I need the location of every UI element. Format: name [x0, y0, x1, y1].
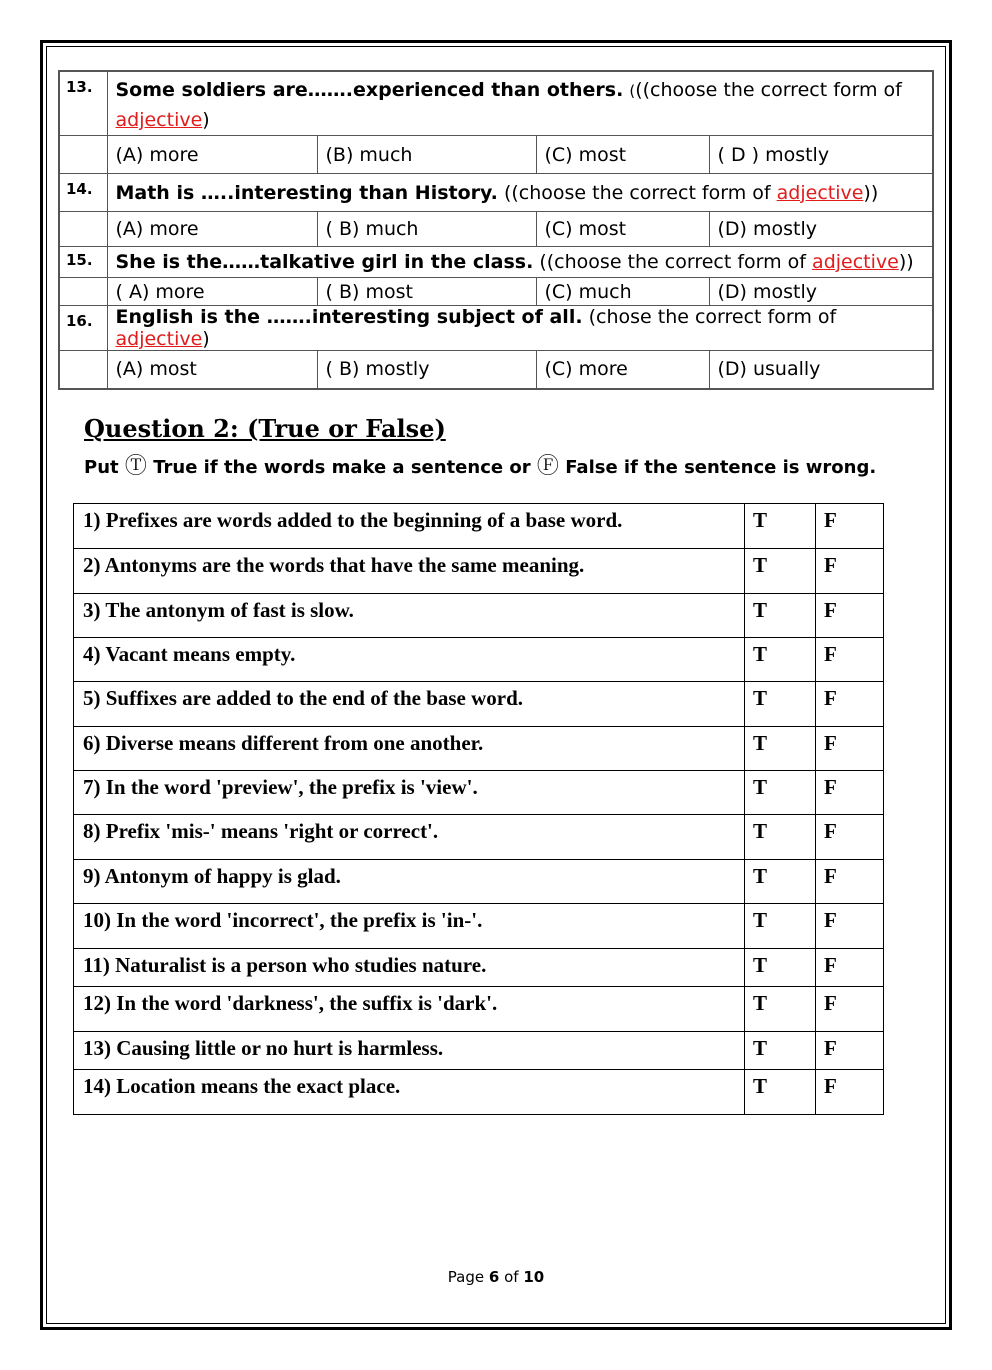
hint-keyword: adjective: [812, 251, 899, 273]
tf-row: [74, 1070, 884, 1115]
true-option[interactable]: T: [745, 815, 816, 860]
question-text: She is the……talkative girl in the class.: [115, 251, 534, 273]
true-option[interactable]: T: [745, 727, 816, 771]
tf-statement: 13) Causing little or no hurt is harmless.: [74, 1032, 745, 1070]
false-option[interactable]: F: [816, 594, 884, 638]
page-footer: Page 6 of 10: [447, 1268, 545, 1286]
total-page-number: 10: [523, 1268, 545, 1286]
mcq-options-row: [59, 212, 933, 247]
question-hint: (((choose the correct form of adjective): [115, 79, 902, 131]
false-option[interactable]: F: [816, 727, 884, 771]
mcq-question-row: [59, 247, 933, 278]
option-a[interactable]: ( A) more: [107, 278, 317, 306]
question-number: 13.: [59, 71, 107, 136]
question-cell: [107, 71, 933, 136]
tf-row: [74, 815, 884, 860]
tf-row: [74, 949, 884, 987]
question-number: 14.: [59, 174, 107, 212]
tf-statement: 4) Vacant means empty.: [74, 638, 745, 682]
option-b[interactable]: (B) much: [317, 136, 536, 174]
tf-row: [74, 549, 884, 594]
hint-keyword: adjective: [776, 181, 864, 204]
question-cell: [107, 174, 933, 212]
true-false-table: [73, 503, 884, 1115]
mcq-options-row: [59, 351, 933, 389]
current-page-number: 6: [488, 1268, 500, 1286]
option-d[interactable]: ( D ) mostly: [709, 136, 933, 174]
tf-row: [74, 727, 884, 771]
mcq-options-row: [59, 278, 933, 306]
tf-row: [74, 771, 884, 815]
true-option[interactable]: T: [745, 638, 816, 682]
false-option[interactable]: F: [816, 771, 884, 815]
tf-row: [74, 682, 884, 727]
option-c[interactable]: (C) more: [536, 351, 709, 389]
tf-row: [74, 987, 884, 1032]
option-a[interactable]: (A) most: [107, 351, 317, 389]
tf-row: [74, 594, 884, 638]
false-option[interactable]: F: [816, 860, 884, 904]
option-b[interactable]: ( B) mostly: [317, 351, 536, 389]
tf-statement: 6) Diverse means different from one another.: [74, 727, 745, 771]
false-option[interactable]: F: [816, 549, 884, 594]
tf-row: [74, 1032, 884, 1070]
question-text: English is the …….interesting subject of all.: [115, 306, 583, 328]
tf-statement: 14) Location means the exact place.: [74, 1070, 745, 1115]
mcq-question-row: [59, 306, 933, 351]
option-b[interactable]: ( B) most: [317, 278, 536, 306]
true-option[interactable]: T: [745, 504, 816, 549]
tf-statement: 5) Suffixes are added to the end of the base word.: [74, 682, 745, 727]
option-c[interactable]: (C) most: [536, 136, 709, 174]
true-option[interactable]: T: [745, 904, 816, 949]
question-hint: ((choose the correct form of adjective)): [539, 251, 914, 273]
option-d[interactable]: (D) usually: [709, 351, 933, 389]
tf-row: [74, 904, 884, 949]
true-option[interactable]: T: [745, 1070, 816, 1115]
tf-row: [74, 638, 884, 682]
tf-statement: 1) Prefixes are words added to the beginning of a base word.: [74, 504, 745, 549]
question-text: Some soldiers are…….experienced than others.: [115, 79, 624, 101]
false-option[interactable]: F: [816, 1032, 884, 1070]
tf-statement: 11) Naturalist is a person who studies nature.: [74, 949, 745, 987]
question-2-title: Question 2: (True or False): [84, 414, 446, 443]
false-option[interactable]: F: [816, 682, 884, 727]
tf-statement: 10) In the word 'incorrect', the prefix is 'in-'.: [74, 904, 745, 949]
true-option[interactable]: T: [745, 860, 816, 904]
mcq-question-row: [59, 71, 933, 136]
false-option[interactable]: F: [816, 815, 884, 860]
true-option[interactable]: T: [745, 549, 816, 594]
option-a[interactable]: (A) more: [107, 136, 317, 174]
hint-keyword: adjective: [115, 328, 203, 350]
true-option[interactable]: T: [745, 594, 816, 638]
question-number: 15.: [59, 247, 107, 278]
tf-row: [74, 860, 884, 904]
tf-statement: 3) The antonym of fast is slow.: [74, 594, 745, 638]
true-option[interactable]: T: [745, 682, 816, 727]
false-option[interactable]: F: [816, 987, 884, 1032]
option-d[interactable]: (D) mostly: [709, 278, 933, 306]
question-number: 16.: [59, 306, 107, 351]
mcq-options-row: [59, 136, 933, 174]
false-option[interactable]: F: [816, 904, 884, 949]
false-option[interactable]: F: [816, 949, 884, 987]
option-a[interactable]: (A) more: [107, 212, 317, 247]
question-cell: [107, 306, 933, 351]
true-option[interactable]: T: [745, 1032, 816, 1070]
false-option[interactable]: F: [816, 638, 884, 682]
true-option[interactable]: T: [745, 949, 816, 987]
tf-statement: 12) In the word 'darkness', the suffix is 'dark'.: [74, 987, 745, 1032]
question-hint: (chose the correct form of adjective): [115, 306, 837, 350]
tf-statement: 2) Antonyms are the words that have the same meaning.: [74, 549, 745, 594]
option-d[interactable]: (D) mostly: [709, 212, 933, 247]
mcq-table: [58, 70, 934, 390]
hint-keyword: adjective: [115, 109, 203, 131]
option-b[interactable]: ( B) much: [317, 212, 536, 247]
tf-statement: 9) Antonym of happy is glad.: [74, 860, 745, 904]
false-option[interactable]: F: [816, 504, 884, 549]
question-2-instructions: Put Ⓣ True if the words make a sentence or Ⓕ False if the sentence is wrong.: [84, 454, 877, 479]
option-c[interactable]: (C) much: [536, 278, 709, 306]
mcq-question-row: [59, 174, 933, 212]
tf-statement: 8) Prefix 'mis-' means 'right or correct'.: [74, 815, 745, 860]
false-option[interactable]: F: [816, 1070, 884, 1115]
question-text: Math is …..interesting than History.: [115, 181, 498, 204]
question-cell: [107, 247, 933, 278]
option-c[interactable]: (C) most: [536, 212, 709, 247]
true-option[interactable]: T: [745, 987, 816, 1032]
circled-t-icon: Ⓣ: [124, 454, 147, 479]
tf-row: [74, 504, 884, 549]
true-option[interactable]: T: [745, 771, 816, 815]
tf-statement: 7) In the word 'preview', the prefix is 'view'.: [74, 771, 745, 815]
question-hint: ((choose the correct form of adjective)): [503, 181, 879, 204]
circled-f-icon: Ⓕ: [536, 454, 559, 479]
